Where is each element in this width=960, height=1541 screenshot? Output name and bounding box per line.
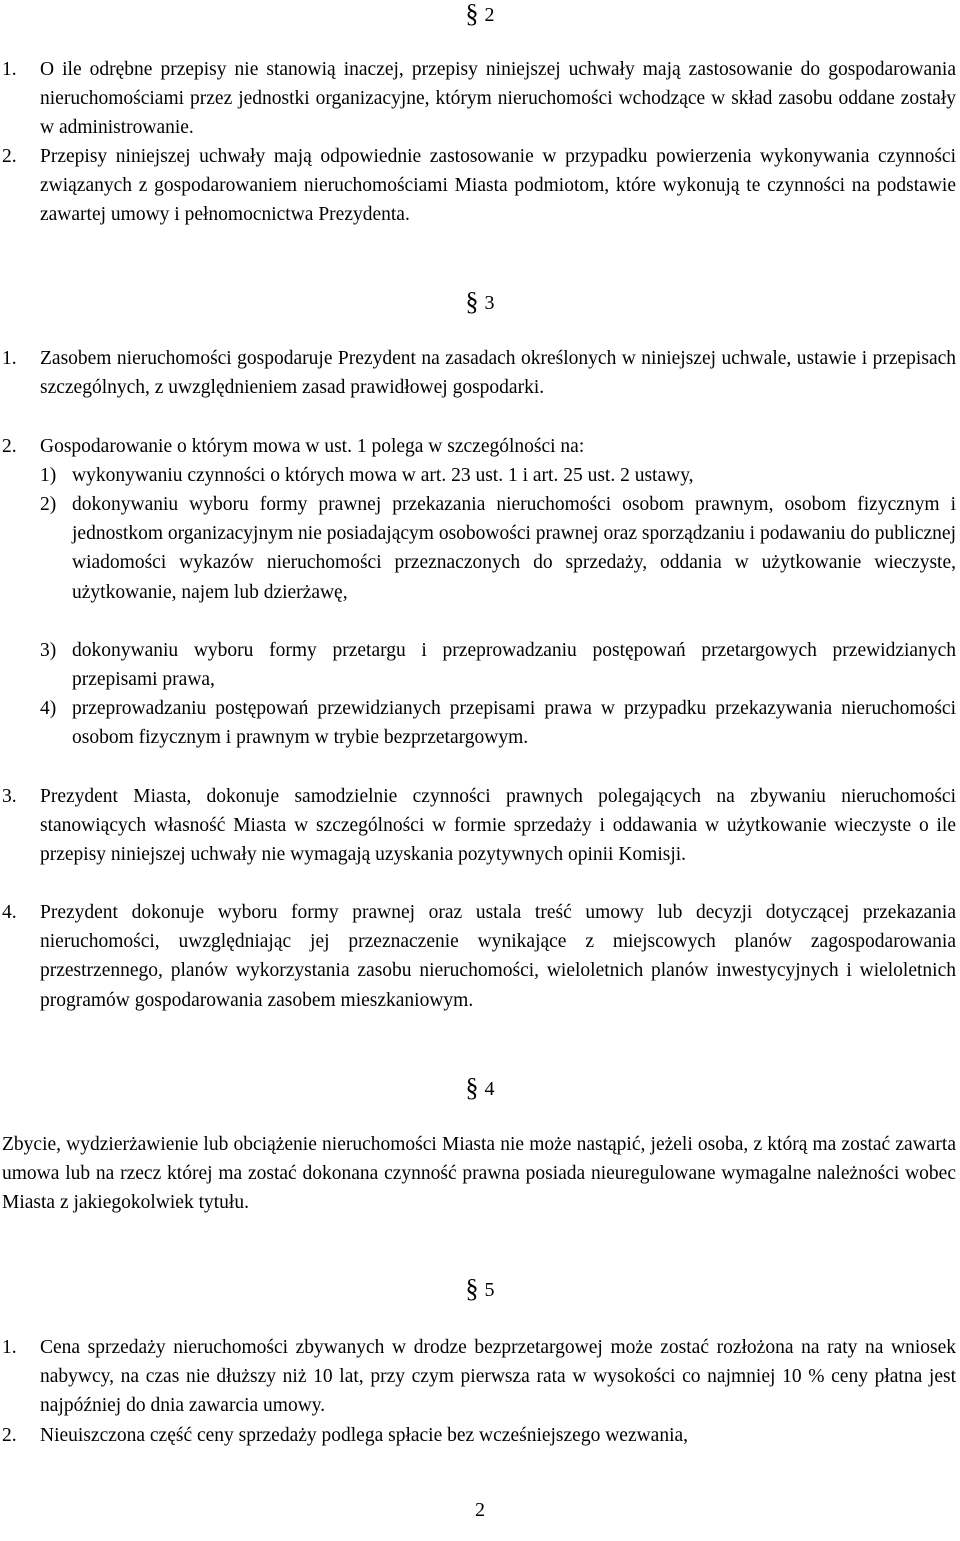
section-sign: §	[465, 1073, 479, 1102]
section-heading-5	[0, 1274, 960, 1303]
section-number: 2	[484, 4, 495, 26]
item-number: 3.	[2, 786, 17, 807]
paragraph-3-2	[2, 432, 956, 461]
list-text: dokonywaniu wyboru formy prawnej przekazania nieruchomości osobom prawnym, osobom fizycznym i jednostkom organizacyjnym nie posiadającym osobowości prawnej oraz sporządzaniu i podawaniu do publicznej wiadomości wykazów nieruchomości przeznaczonych do sprzedaży, oddania w użytkowanie wieczyste, użytkowanie, najem lub dzierżawę,	[72, 494, 956, 603]
list-item-3-2-1	[40, 461, 956, 490]
paragraph-5-1	[2, 1333, 956, 1421]
item-text: Prezydent dokonuje wyboru formy prawnej oraz ustala treść umowy lub decyzji dotyczącej przekazania nieruchomości, uwzględniając jej przeznaczenie wynikające z miejscowych planów zagospodarowania przestrzennego, planów wykorzystania zasobu nieruchomości, wieloletnich planów inwestycyjnych i wieloletnich programów gospodarowania zasobem mieszkaniowym.	[40, 902, 956, 1011]
list-item-3-2-2	[40, 490, 956, 607]
item-number: 1.	[2, 348, 17, 369]
section-number: 4	[484, 1078, 495, 1100]
item-text: Cena sprzedaży nieruchomości zbywanych w drodze bezprzetargowej może zostać rozłożona na raty na wniosek nabywcy, na czas nie dłuższy niż 10 lat, przy czym pierwsza rata w wysokości co najmniej 10 % ceny płatna jest najpóźniej do dnia zawarcia umowy.	[40, 1337, 956, 1417]
paragraph-3-1	[2, 344, 956, 402]
paragraph-2-1	[2, 55, 956, 143]
list-number: 3)	[40, 640, 57, 661]
section-sign: §	[465, 287, 479, 316]
section-heading-4	[0, 1073, 960, 1102]
item-text: Zasobem nieruchomości gospodaruje Prezydent na zasadach określonych w niniejszej uchwale, ustawie i przepisach szczególnych, z uwzględnieniem zasad prawidłowej gospodarki.	[40, 348, 956, 399]
item-text: O ile odrębne przepisy nie stanowią inaczej, przepisy niniejszej uchwały mają zastosowanie do gospodarowania nieruchomościami przez jednostki organizacyjne, którym nieruchomości wchodzące w skład zasobu oddane zostały w administrowanie.	[40, 59, 956, 139]
section-sign: §	[465, 1274, 479, 1303]
section-heading-2	[0, 2, 960, 27]
item-text: Przepisy niniejszej uchwały mają odpowiednie zastosowanie w przypadku powierzenia wykonywania czynności związanych z gospodarowaniem nieruchomościami Miasta podmiotom, które wykonują te czynności na podstawie zawartej umowy i pełnomocnictwa Prezydenta.	[40, 146, 956, 226]
item-number: 4.	[2, 902, 17, 923]
list-text: przeprowadzaniu postępowań przewidzianych przepisami prawa w przypadku przekazywania nieruchomości osobom fizycznym i prawnym w trybie bezprzetargowym.	[72, 698, 956, 749]
paragraph-3-3	[2, 782, 956, 870]
item-number: 2.	[2, 1425, 17, 1446]
list-item-3-2-3	[40, 636, 956, 694]
item-text: Prezydent Miasta, dokonuje samodzielnie czynności prawnych polegających na zbywaniu nieruchomości stanowiących własność Miasta w szczególności w formie sprzedaży i oddawania w użytkowanie wieczyste o ile przepisy niniejszej uchwały nie wymagają uzyskania pozytywnych opinii Komisji.	[40, 786, 956, 866]
section-number: 3	[484, 292, 495, 314]
list-text: dokonywaniu wyboru formy przetargu i przeprowadzaniu postępowań przetargowych przewidzianych przepisami prawa,	[72, 640, 956, 691]
list-number: 4)	[40, 698, 57, 719]
paragraph-3-4	[2, 898, 956, 1015]
list-text: wykonywaniu czynności o których mowa w art. 23 ust. 1 i art. 25 ust. 2 ustawy,	[72, 465, 694, 486]
item-number: 1.	[2, 1337, 17, 1358]
list-number: 2)	[40, 494, 57, 515]
item-text: Gospodarowanie o którym mowa w ust. 1 polega w szczególności na:	[40, 436, 585, 457]
section-sign: §	[465, 0, 479, 28]
paragraph-2-2	[2, 142, 956, 230]
list-item-3-2-4	[40, 694, 956, 752]
paragraph-4: Zbycie, wydzierżawienie lub obciążenie nieruchomości Miasta nie może nastąpić, jeżeli osoba, z którą ma zostać zawarta umowa lub na rzecz której ma zostać dokonana czynność prawna posiada nieuregulowane wymagalne należności wobec Miasta z jakiegokolwiek tytułu.	[2, 1134, 956, 1214]
item-number: 2.	[2, 146, 17, 167]
page-number: 2	[475, 1499, 485, 1521]
item-number: 2.	[2, 436, 17, 457]
section-number: 5	[484, 1279, 495, 1301]
paragraph-5-2	[2, 1421, 956, 1450]
item-text: Nieuiszczona część ceny sprzedaży podlega spłacie bez wcześniejszego wezwania,	[40, 1425, 689, 1446]
list-number: 1)	[40, 465, 57, 486]
section-heading-3	[0, 287, 960, 316]
item-number: 1.	[2, 59, 17, 80]
